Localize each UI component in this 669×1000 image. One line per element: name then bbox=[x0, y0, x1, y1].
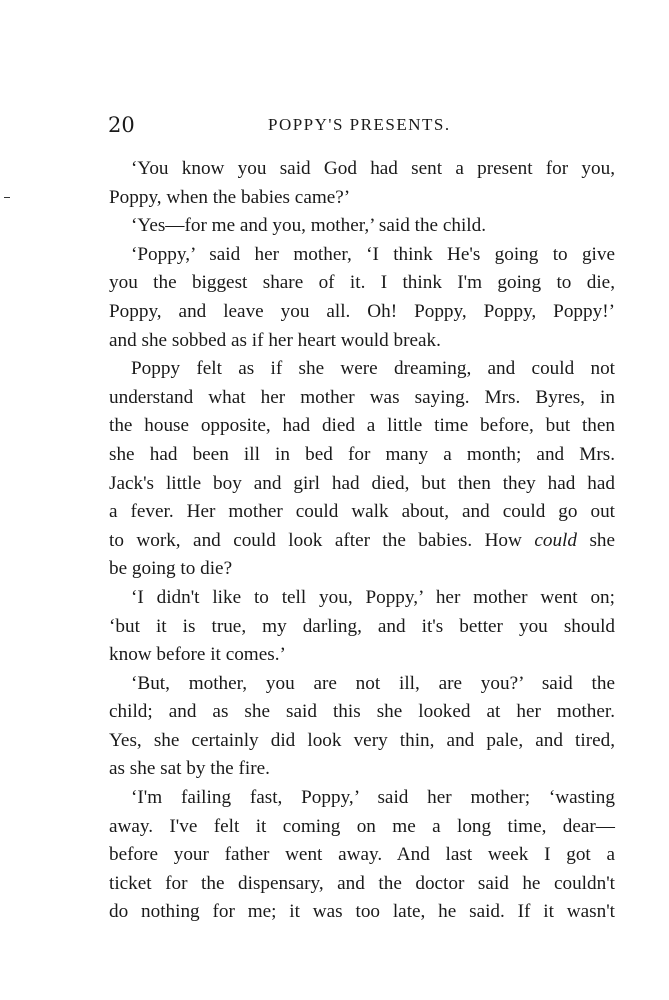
text-line: Jack's little boy and girl had died, but then they had had bbox=[109, 472, 615, 494]
text-line: ‘but it is true, my darling, and it's better you should bbox=[109, 615, 615, 637]
text-line: be going to die? bbox=[109, 558, 233, 580]
body-text bbox=[109, 155, 615, 927]
text-line: and she sobbed as if her heart would break. bbox=[109, 329, 441, 351]
text-fragment: she bbox=[589, 529, 616, 551]
text-line: away. I've felt it coming on me a long time, dear— bbox=[109, 815, 615, 837]
text-line: Poppy, when the babies came?’ bbox=[109, 186, 351, 208]
text-line: you the biggest share of it. I think I'm going to die, bbox=[109, 272, 615, 294]
page-number: 20 bbox=[108, 113, 135, 137]
page-header bbox=[108, 113, 462, 143]
text-line: she had been ill in bed for many a month; and Mrs. bbox=[109, 443, 615, 465]
margin-mark bbox=[4, 197, 10, 198]
text-line: ‘I'm failing fast, Poppy,’ said her mother; ‘wasting bbox=[131, 787, 615, 809]
text-line: a fever. Her mother could walk about, and could go out bbox=[109, 501, 615, 523]
text-line: ‘You know you said God had sent a present for you, bbox=[131, 158, 615, 179]
text-line: ‘I didn't like to tell you, Poppy,’ her mother went on; bbox=[131, 586, 615, 608]
text-line: Poppy, and leave you all. Oh! Poppy, Poppy, Poppy!’ bbox=[109, 300, 615, 322]
emphasis-word: could bbox=[534, 529, 577, 551]
text-line bbox=[109, 527, 615, 556]
text-line: understand what her mother was saying. Mrs. Byres, in bbox=[109, 386, 615, 408]
text-line: do nothing for me; it was too late, he said. If it wasn't bbox=[109, 901, 615, 923]
text-line: ‘Yes—for me and you, mother,’ said the child. bbox=[131, 215, 487, 237]
text-line: as she sat by the fire. bbox=[109, 758, 270, 780]
text-line: ‘But, mother, you are not ill, are you?’ said the bbox=[131, 672, 615, 694]
text-line: ticket for the dispensary, and the doctor said he couldn't bbox=[109, 872, 615, 894]
text-line: the house opposite, had died a little time before, but then bbox=[109, 415, 615, 437]
text-line: Poppy felt as if she were dreaming, and could not bbox=[131, 358, 615, 380]
text-line: ‘Poppy,’ said her mother, ‘I think He's going to give bbox=[131, 243, 615, 265]
text-line: child; and as she said this she looked at her mother. bbox=[109, 701, 615, 723]
running-title: POPPY'S PRESENTS. bbox=[268, 115, 451, 134]
text-line: before your father went away. And last week I got a bbox=[109, 844, 615, 866]
text-line: Yes, she certainly did look very thin, and pale, and tired, bbox=[109, 729, 615, 751]
text-line: know before it comes.’ bbox=[109, 644, 286, 666]
text-fragment: to work, and could look after the babies. How bbox=[109, 529, 522, 551]
